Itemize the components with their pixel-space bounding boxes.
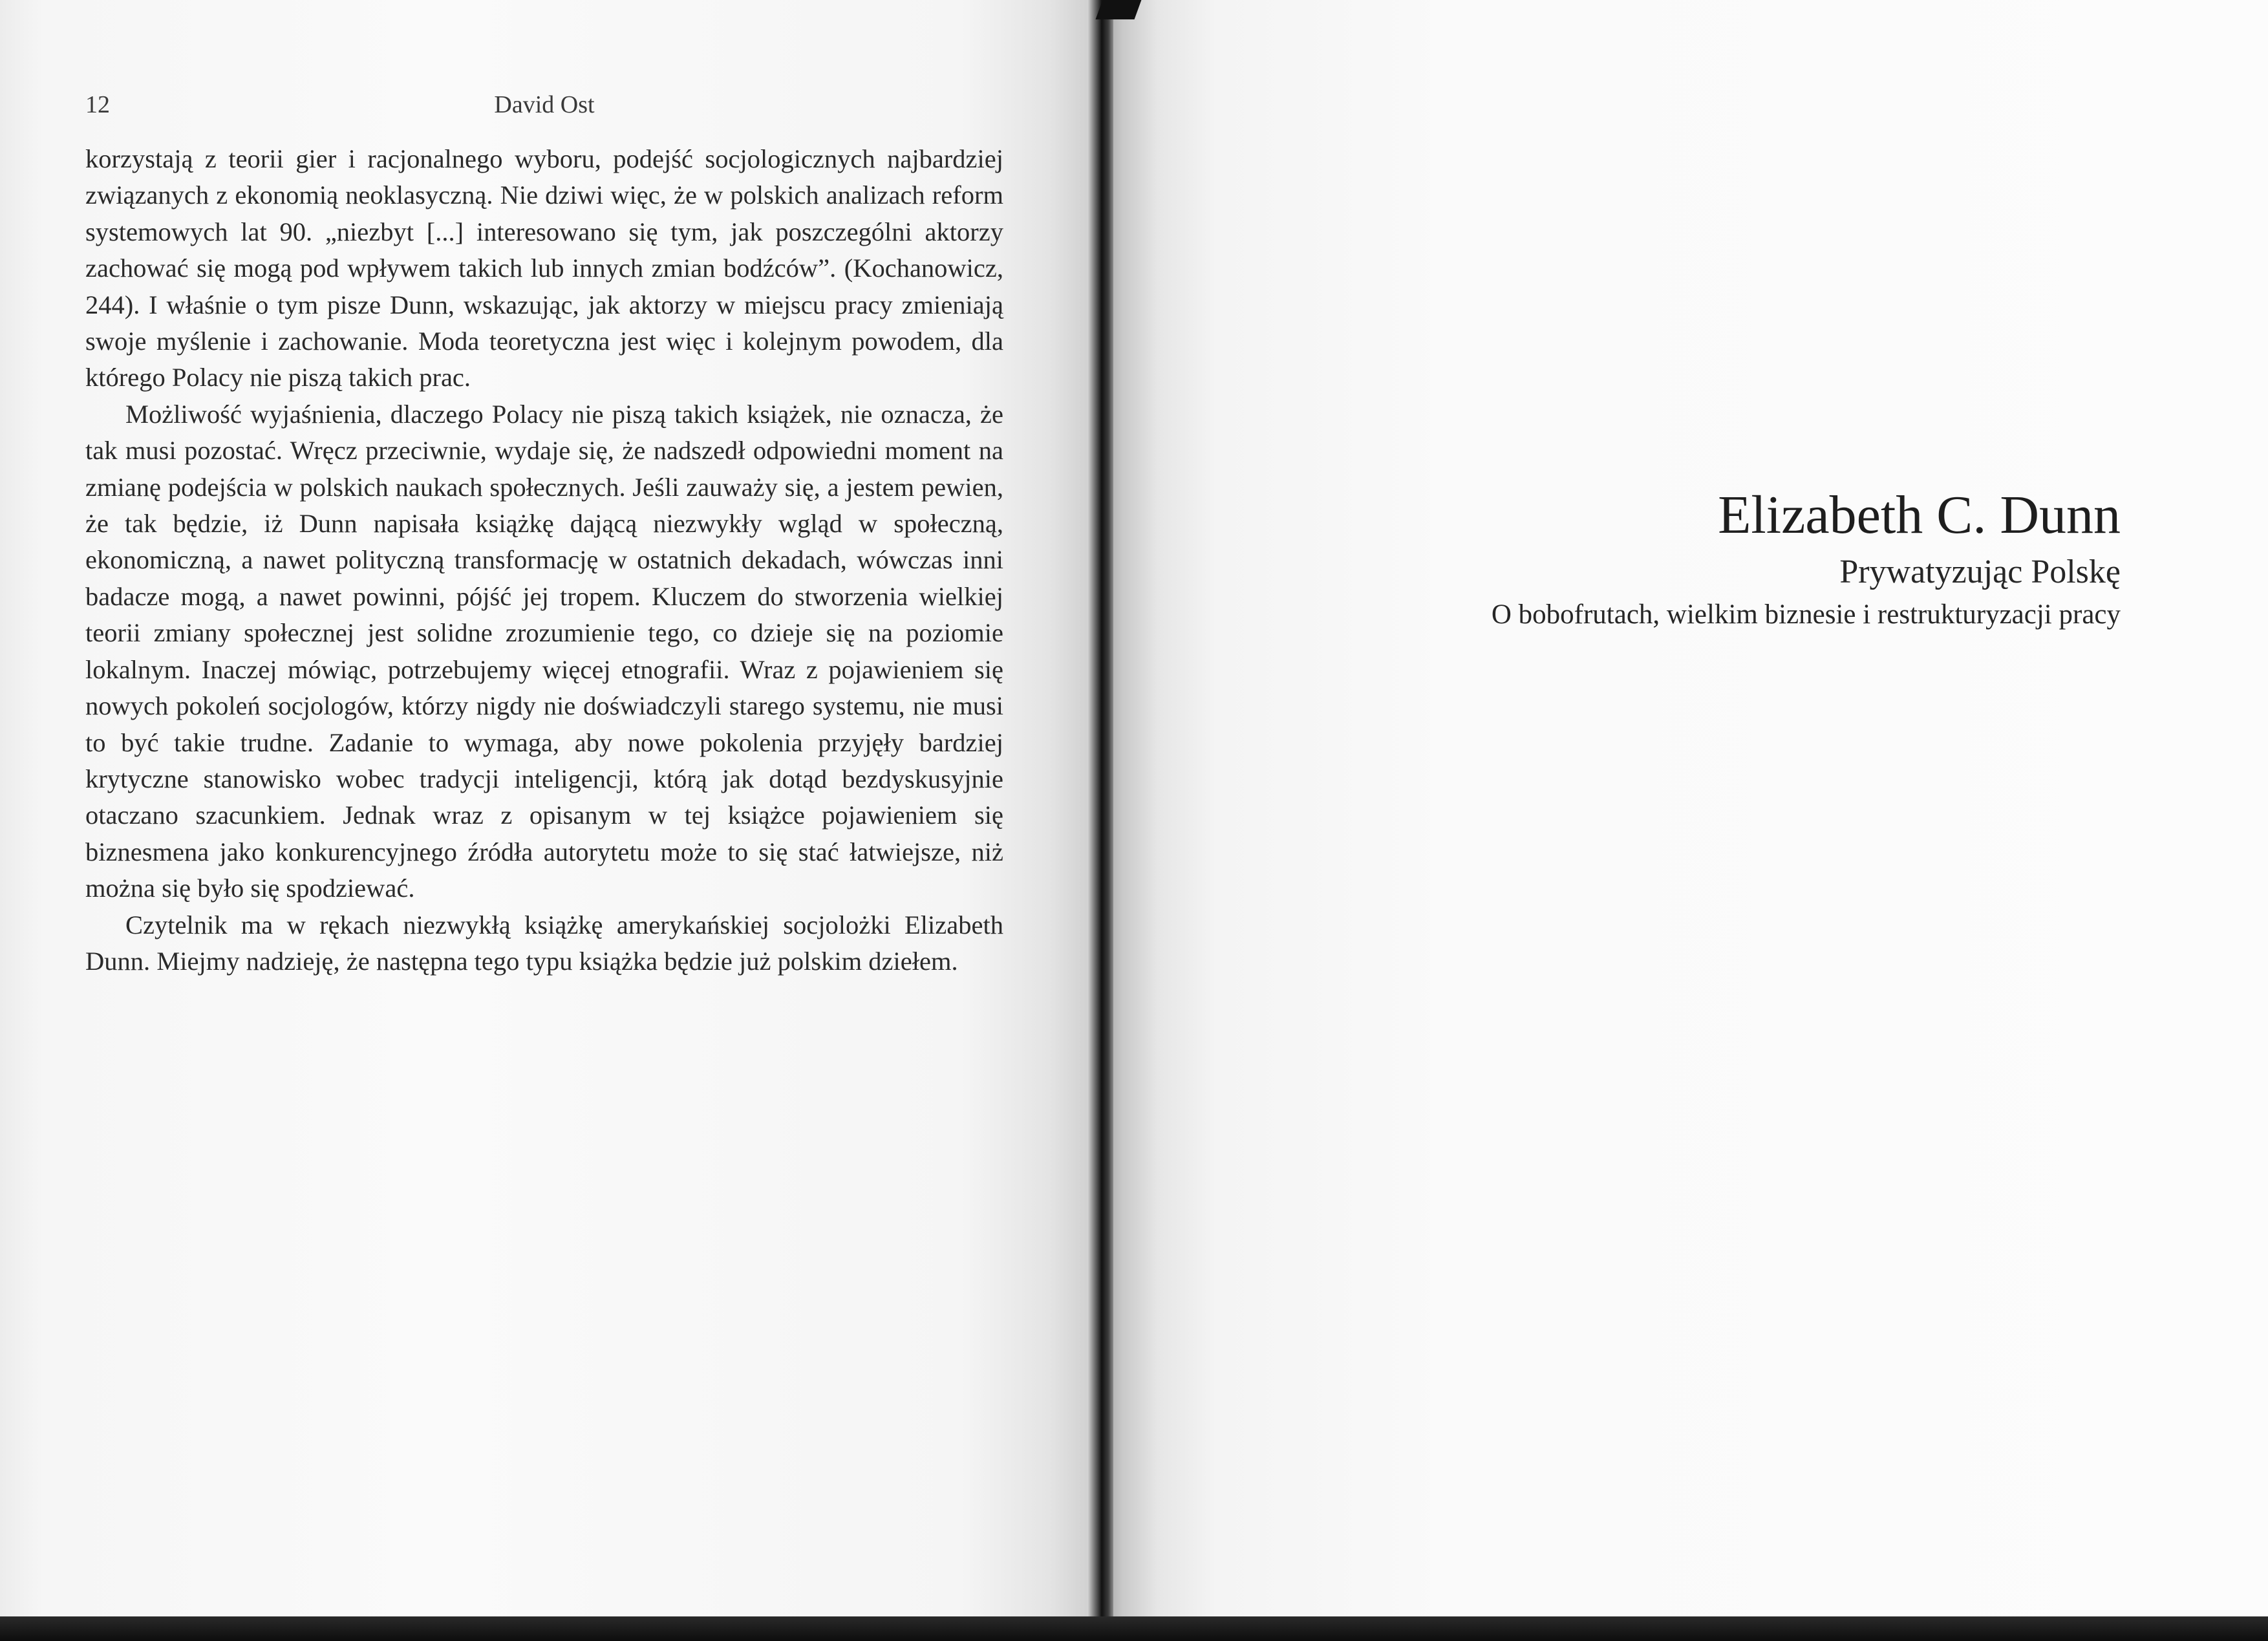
book-subtitle: O bobofrutach, wielkim biznesie i restrukturyzacji pracy — [1491, 599, 2121, 630]
scan-bottom-edge — [0, 1616, 2268, 1641]
book-title: Prywatyzując Polskę — [1839, 553, 2121, 590]
gutter-shadow — [1096, 0, 1142, 19]
running-head — [85, 91, 1003, 123]
paragraph: korzystają z teorii gier i racjonalnego wyboru, podejść socjologicznych najbardziej związanych z ekonomią neoklasyczną. Nie dziwi więc, że w polskich analizach reform systemowych lat 90. „niezbyt [...] interesowano się tym, jak poszczególni aktorzy zachować się mogą pod wpływem takich lub innych zmian bodźców”. (Kochanowicz, 244). I właśnie o tym pisze Dunn, wskazując, jak aktorzy w miejscu pracy zmieniają swoje myślenie i zachowanie. Moda teoretyczna jest więc i kolejnym powodem, dla którego Polacy nie piszą takich prac. — [85, 144, 1003, 392]
paragraph: Możliwość wyjaśnienia, dlaczego Polacy nie piszą takich książek, nie oznacza, że tak musi pozostać. Wręcz przeciwnie, wydaje się, że nadszedł odpowiedni moment na zmianę podejścia w polskich naukach społecznych. Jeśli zauważy się, a jestem pewien, że tak będzie, iż Dunn napisała książkę dającą niezwykły wgląd w społeczną, ekonomiczną, a nawet polityczną transformację w ostatnich dekadach, wówczas inni badacze mogą, a nawet powinni, pójść jej tropem. Kluczem do stworzenia wielkiej teorii zmiany społecznej jest solidne zrozumienie tego, co dzieje się na poziomie lokalnym. Inaczej mówiąc, potrzebujemy więcej etnografii. Wraz z pojawieniem się nowych pokoleń socjologów, którzy nigdy nie doświadczyli starego systemu, nie musi to być takie trudne. Zadanie to wymaga, aby nowe pokolenia przyjęły bardziej krytyczne stanowisko wobec tradycji inteligencji, którą jak dotąd bezdyskusyjnie otaczano szacunkiem. Jednak wraz z opisanym w tej książce pojawieniem się biznesmena jako konkurencyjnego źródła autorytetu może to się stać łatwiejsze, niż można się było się spodziewać. — [85, 399, 1003, 903]
page-number: 12 — [85, 91, 110, 118]
book-author: Elizabeth C. Dunn — [1718, 485, 2121, 545]
title-block — [1358, 480, 2121, 636]
body-text — [85, 141, 1003, 980]
book-gutter — [1087, 0, 1113, 1641]
running-head-author: David Ost — [494, 91, 595, 118]
left-page — [0, 0, 1093, 1616]
right-page — [1099, 0, 2268, 1616]
paragraph: Czytelnik ma w rękach niezwykłą książkę amerykańskiej socjolożki Elizabeth Dunn. Miejmy nadzieję, że następna tego typu książka będzie już polskim dziełem. — [85, 910, 1003, 976]
